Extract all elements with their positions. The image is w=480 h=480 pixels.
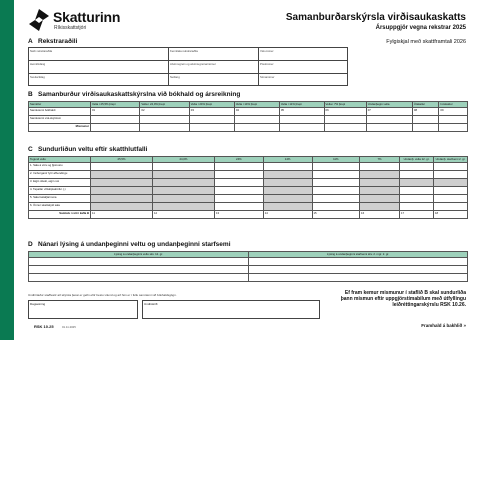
- section-title: Nánari lýsing á undanþeginni veltu og undanþeginni starfsemi: [38, 241, 231, 248]
- section-letter: B: [28, 91, 33, 98]
- col-header: 24%: [214, 157, 263, 163]
- input-cell[interactable]: 07: [366, 108, 412, 116]
- section-a-heading: [28, 38, 77, 45]
- input-cell[interactable]: [91, 203, 153, 211]
- input-cell[interactable]: [234, 124, 279, 132]
- col-header: Innskattur: [439, 102, 468, 108]
- field-operator-name[interactable]: Nafn rekstraraðila: [29, 48, 169, 61]
- col-header: Undanþ. starfsemi 2. gr.: [434, 157, 468, 163]
- input-cell[interactable]: [249, 258, 468, 266]
- input-cell[interactable]: [91, 195, 153, 203]
- row-label: Samkvæmt vsk-skýrslum: [29, 116, 91, 124]
- input-cell[interactable]: [29, 274, 249, 282]
- field-industry[interactable]: Atvinnugrein og atvinnugreinarnúmer: [169, 61, 259, 74]
- input-cell[interactable]: 14: [263, 211, 312, 219]
- form-code: RSK 10.25: [34, 324, 54, 329]
- row-label: 6. Önnur skattskyld sala: [29, 203, 91, 211]
- field-postcode[interactable]: Póstnúmer: [259, 61, 348, 74]
- input-cell[interactable]: [263, 187, 312, 195]
- table-row: [29, 195, 468, 203]
- input-cell[interactable]: [263, 163, 312, 171]
- col-header: 25,5%: [91, 157, 153, 163]
- input-cell[interactable]: [324, 116, 366, 124]
- input-cell[interactable]: [312, 195, 360, 203]
- attachment-note: Fylgiskjal með skattframtali 2026: [386, 39, 466, 45]
- section-title: Sundurliðun veltu eftir skatthlutfalli: [38, 146, 148, 153]
- section-letter: C: [28, 146, 33, 153]
- input-cell[interactable]: [91, 187, 153, 195]
- input-cell[interactable]: [312, 171, 360, 179]
- input-cell[interactable]: [400, 179, 434, 187]
- col-header: 14%: [263, 157, 312, 163]
- document-title: Samanburðarskýrsla virðisaukaskatts: [285, 12, 466, 23]
- col-header: Lýsing á undanþeginni starfsemi skv. 2. mgr. 2. gr.: [249, 252, 468, 258]
- col-header: Velta í 14% þrepi: [234, 102, 279, 108]
- input-cell[interactable]: [140, 116, 189, 124]
- field-vat-number[interactable]: Vsk-númer: [259, 48, 348, 61]
- input-cell[interactable]: [434, 187, 468, 195]
- input-cell[interactable]: [360, 163, 400, 171]
- section-d-heading: [28, 241, 231, 248]
- input-cell[interactable]: [263, 203, 312, 211]
- input-cell[interactable]: [91, 163, 153, 171]
- col-header: Velta í 7% þrepi: [324, 102, 366, 108]
- input-cell[interactable]: [279, 116, 324, 124]
- skatturinn-logo-icon: [28, 8, 50, 32]
- col-header: 7%: [360, 157, 400, 163]
- input-cell[interactable]: 12: [152, 211, 214, 219]
- input-cell[interactable]: [360, 195, 400, 203]
- input-cell[interactable]: [366, 124, 412, 132]
- input-cell[interactable]: 11: [91, 211, 153, 219]
- input-cell[interactable]: 17: [400, 211, 434, 219]
- field-address[interactable]: Heimilisfang: [29, 61, 169, 74]
- section-letter: A: [28, 38, 33, 45]
- row-label: Samtals í reiti í kafla B: [29, 211, 91, 219]
- input-cell[interactable]: [279, 124, 324, 132]
- section-title: Rekstraraðili: [38, 38, 78, 45]
- input-cell[interactable]: [439, 124, 468, 132]
- table-row: [29, 124, 468, 132]
- input-cell[interactable]: [366, 116, 412, 124]
- input-cell[interactable]: [434, 195, 468, 203]
- input-cell[interactable]: [360, 203, 400, 211]
- row-label: 5. Sala fastafjármuna: [29, 195, 91, 203]
- input-cell[interactable]: [263, 195, 312, 203]
- input-cell[interactable]: [312, 187, 360, 195]
- table-row: [29, 266, 468, 274]
- input-cell[interactable]: [249, 274, 468, 282]
- col-header: Undanþegin velta: [366, 102, 412, 108]
- input-cell[interactable]: [140, 124, 189, 132]
- input-cell[interactable]: [439, 116, 468, 124]
- table-row: [29, 258, 468, 266]
- section-d-table: [28, 251, 468, 282]
- col-header: Lýsing á undanþeginni veltu skv. 12. gr.: [29, 252, 249, 258]
- section-b-heading: [28, 91, 240, 98]
- input-cell[interactable]: 08: [412, 108, 438, 116]
- col-header: 24,0%: [152, 157, 214, 163]
- input-cell[interactable]: [214, 179, 263, 187]
- col-header: Tegund veltu: [29, 157, 91, 163]
- input-cell[interactable]: [189, 116, 234, 124]
- input-cell[interactable]: 05: [279, 108, 324, 116]
- date-label: Dagsetning: [30, 302, 46, 306]
- section-b-table: [28, 101, 468, 132]
- input-cell[interactable]: [412, 124, 438, 132]
- brand-subtitle: Ríkisskattstjóri: [54, 25, 87, 31]
- input-cell[interactable]: [91, 171, 153, 179]
- input-cell[interactable]: [360, 179, 400, 187]
- col-header: Undanþ. velta 12. gr.: [400, 157, 434, 163]
- input-cell[interactable]: [400, 203, 434, 211]
- signature-label: Undirskrift: [144, 302, 158, 306]
- input-cell[interactable]: [91, 124, 140, 132]
- input-cell[interactable]: 06: [324, 108, 366, 116]
- input-cell[interactable]: 01: [91, 108, 140, 116]
- input-cell[interactable]: [324, 124, 366, 132]
- input-cell[interactable]: [400, 171, 434, 179]
- row-label: Samkvæmt bókhaldi: [29, 108, 91, 116]
- col-header: Velta í 24% þrepi: [189, 102, 234, 108]
- section-letter: D: [28, 241, 33, 248]
- input-cell[interactable]: [152, 203, 214, 211]
- input-cell[interactable]: [152, 163, 214, 171]
- table-row: [29, 187, 468, 195]
- section-title: Samanburður virðisaukaskattskýrslna við bókhald og ársreikning: [38, 91, 241, 98]
- table-row: [29, 274, 468, 282]
- col-header: Velta í 25,5% þrepi: [91, 102, 140, 108]
- date-field[interactable]: [28, 300, 138, 319]
- input-cell[interactable]: 03: [189, 108, 234, 116]
- table-row: [29, 116, 468, 124]
- input-cell[interactable]: [234, 116, 279, 124]
- input-cell[interactable]: 09: [439, 108, 468, 116]
- row-label: 1. Sala á vöru og þjónustu: [29, 163, 91, 171]
- input-cell[interactable]: [434, 203, 468, 211]
- col-header: Velta í 11% þrepi: [279, 102, 324, 108]
- input-cell[interactable]: [249, 266, 468, 274]
- input-cell[interactable]: 04: [234, 108, 279, 116]
- input-cell[interactable]: [214, 171, 263, 179]
- input-cell[interactable]: 15: [312, 211, 360, 219]
- discrepancy-note: Ef fram kemur mismunur í staflið B skal sundurliða þann mismun eftir uppgjörstímabilum með útfyllingu leiðréttingarskýrslu RSK 10.26.: [340, 290, 466, 308]
- row-label: Mismunur: [29, 124, 91, 132]
- document-subtitle: Ársuppgjör vegna rekstrar 2025: [375, 25, 466, 31]
- continued-overleaf: Framhald á bakhlið »: [421, 323, 466, 328]
- section-c-heading: [28, 146, 147, 153]
- input-cell[interactable]: [263, 171, 312, 179]
- input-cell[interactable]: [29, 266, 249, 274]
- table-row: [29, 171, 468, 179]
- input-cell[interactable]: [152, 179, 214, 187]
- form-page: [24, 8, 468, 336]
- input-cell[interactable]: [214, 195, 263, 203]
- input-cell[interactable]: [91, 179, 153, 187]
- table-row: [29, 179, 468, 187]
- col-header: Velta í 24,0% þrepi: [140, 102, 189, 108]
- input-cell[interactable]: 02: [140, 108, 189, 116]
- field-municipality[interactable]: Sveitarfélag: [29, 74, 169, 86]
- col-header: Samtölur: [29, 102, 91, 108]
- input-cell[interactable]: [263, 179, 312, 187]
- section-a-fields: [28, 47, 348, 86]
- input-cell[interactable]: [434, 179, 468, 187]
- input-cell[interactable]: [152, 187, 214, 195]
- field-operator-id[interactable]: Kennitala rekstraraðila: [169, 48, 259, 61]
- declaration-text: Undirritaður staðfestir að skýrsla þessi er gefin eftir bestu vitund og að hún er í fullu samræmi við bókhaldsgögn.: [28, 293, 177, 297]
- input-cell[interactable]: 16: [360, 211, 400, 219]
- input-cell[interactable]: [360, 187, 400, 195]
- table-row: [29, 163, 468, 171]
- input-cell[interactable]: [91, 116, 140, 124]
- input-cell[interactable]: [214, 203, 263, 211]
- field-email[interactable]: Netfang: [169, 74, 259, 86]
- table-row: [29, 203, 468, 211]
- input-cell[interactable]: [189, 124, 234, 132]
- row-label: 4. Tapaðar viðskiptakröfur (-): [29, 187, 91, 195]
- field-phone[interactable]: Símanúmer: [260, 75, 275, 79]
- side-color-stripe: [0, 0, 14, 340]
- input-cell[interactable]: [29, 258, 249, 266]
- input-cell[interactable]: [312, 179, 360, 187]
- brand-logo: [28, 8, 168, 36]
- row-label: 2. Innborganir fyrir afhendingu: [29, 171, 91, 179]
- row-label: 3. Eigin úttekt, eigin not: [29, 179, 91, 187]
- table-row: [29, 108, 468, 116]
- col-header: 11%: [312, 157, 360, 163]
- input-cell[interactable]: 13: [214, 211, 263, 219]
- input-cell[interactable]: [152, 171, 214, 179]
- input-cell[interactable]: [434, 171, 468, 179]
- input-cell[interactable]: [312, 203, 360, 211]
- input-cell[interactable]: [152, 195, 214, 203]
- section-c-table: [28, 156, 468, 219]
- input-cell[interactable]: [434, 163, 468, 171]
- table-row: [29, 211, 468, 219]
- signature-field[interactable]: [142, 300, 320, 319]
- input-cell[interactable]: [412, 116, 438, 124]
- input-cell[interactable]: [400, 187, 434, 195]
- input-cell[interactable]: [214, 163, 263, 171]
- input-cell[interactable]: [312, 163, 360, 171]
- input-cell[interactable]: [214, 187, 263, 195]
- input-cell[interactable]: [400, 195, 434, 203]
- brand-name: Skatturinn: [53, 9, 121, 25]
- input-cell[interactable]: [360, 171, 400, 179]
- col-header: Útskattur: [412, 102, 438, 108]
- form-version: 01.11.2025: [62, 325, 76, 329]
- input-cell[interactable]: 18: [434, 211, 468, 219]
- input-cell[interactable]: [400, 163, 434, 171]
